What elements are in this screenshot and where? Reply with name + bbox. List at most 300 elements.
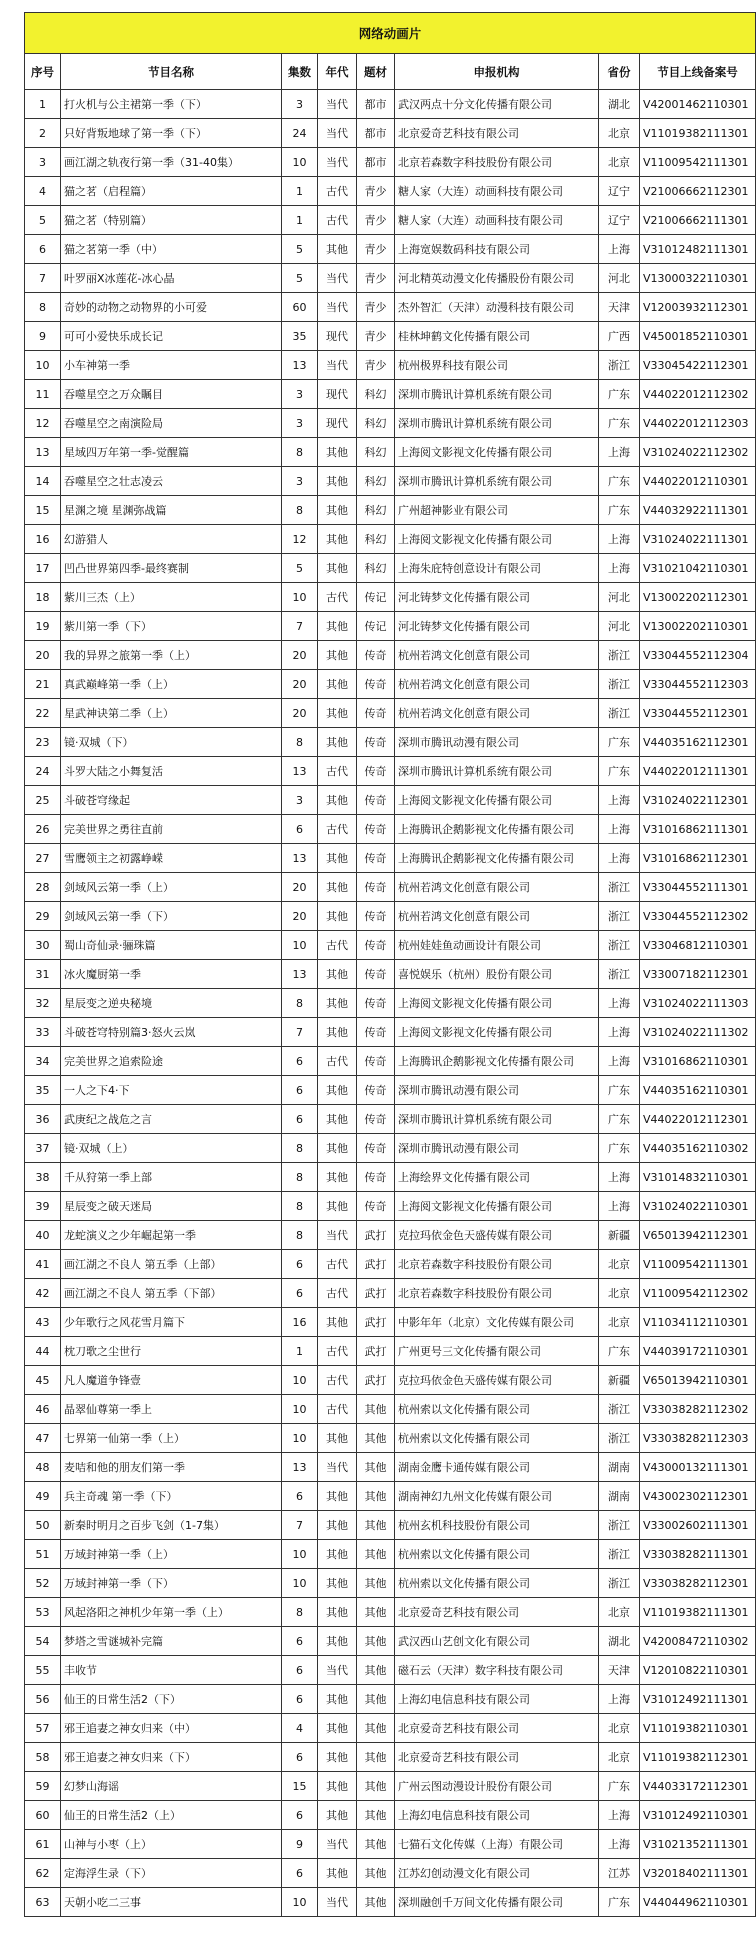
cell-program-name: 枕刀歌之尘世行 [61,1337,282,1366]
cell-organization: 杭州若鸿文化创意有限公司 [395,902,599,931]
cell-province: 新疆 [599,1221,640,1250]
header-program-name: 节目名称 [61,54,282,90]
table-row [25,670,756,699]
cell-era: 其他 [318,989,357,1018]
cell-program-name: 仙王的日常生活2（上） [61,1801,282,1830]
cell-province: 北京 [599,1598,640,1627]
table-row [25,1598,756,1627]
cell-record-number: V43002302112301 [640,1482,756,1511]
cell-episodes: 10 [282,583,318,612]
cell-era: 当代 [318,293,357,322]
header-province: 省份 [599,54,640,90]
table-row [25,1395,756,1424]
cell-province: 广东 [599,728,640,757]
cell-episodes: 7 [282,1018,318,1047]
cell-program-name: 镜·双城（上） [61,1134,282,1163]
cell-record-number: V42008472110302 [640,1627,756,1656]
cell-index: 3 [25,148,61,177]
cell-episodes: 6 [282,1685,318,1714]
cell-index: 13 [25,438,61,467]
cell-episodes: 20 [282,902,318,931]
cell-organization: 北京爱奇艺科技有限公司 [395,1598,599,1627]
cell-province: 广东 [599,1772,640,1801]
table-title-row [25,13,756,54]
table-row [25,1308,756,1337]
cell-genre: 传奇 [357,989,395,1018]
cell-genre: 都市 [357,90,395,119]
cell-index: 35 [25,1076,61,1105]
cell-program-name: 星域四万年第一季-觉醒篇 [61,438,282,467]
cell-episodes: 6 [282,1743,318,1772]
table-row [25,351,756,380]
cell-era: 其他 [318,641,357,670]
table-row [25,119,756,148]
cell-genre: 其他 [357,1801,395,1830]
cell-genre: 科幻 [357,554,395,583]
cell-organization: 杭州若鸿文化创意有限公司 [395,699,599,728]
cell-index: 62 [25,1859,61,1888]
cell-province: 上海 [599,1018,640,1047]
cell-organization: 上海幻电信息科技有限公司 [395,1685,599,1714]
cell-era: 其他 [318,902,357,931]
cell-program-name: 奇妙的动物之动物界的小可爱 [61,293,282,322]
cell-organization: 克拉玛依金色天盛传媒有限公司 [395,1366,599,1395]
cell-program-name: 斗破苍穹缘起 [61,786,282,815]
cell-index: 17 [25,554,61,583]
cell-record-number: V33046812110301 [640,931,756,960]
table-row [25,235,756,264]
cell-program-name: 冰火魔厨第一季 [61,960,282,989]
cell-index: 41 [25,1250,61,1279]
cell-genre: 青少 [357,264,395,293]
cell-program-name: 麦咭和他的朋友们第一季 [61,1453,282,1482]
cell-program-name: 新秦时明月之百步飞剑（1-7集） [61,1511,282,1540]
table-row [25,496,756,525]
cell-era: 其他 [318,1482,357,1511]
cell-genre: 传奇 [357,873,395,902]
cell-genre: 传奇 [357,641,395,670]
cell-index: 54 [25,1627,61,1656]
cell-organization: 杭州玄机科技股份有限公司 [395,1511,599,1540]
cell-era: 其他 [318,525,357,554]
cell-record-number: V44033172112301 [640,1772,756,1801]
cell-record-number: V33044552112301 [640,699,756,728]
cell-genre: 传奇 [357,1105,395,1134]
cell-organization: 广州云图动漫设计股份有限公司 [395,1772,599,1801]
cell-index: 49 [25,1482,61,1511]
cell-episodes: 8 [282,1163,318,1192]
cell-record-number: V44035162112301 [640,728,756,757]
cell-index: 26 [25,815,61,844]
cell-episodes: 13 [282,844,318,873]
cell-program-name: 星武神诀第二季（上） [61,699,282,728]
cell-record-number: V44044962110301 [640,1888,756,1917]
cell-organization: 杭州极界科技有限公司 [395,351,599,380]
cell-program-name: 剑域风云第一季（上） [61,873,282,902]
cell-episodes: 20 [282,873,318,902]
cell-episodes: 8 [282,989,318,1018]
cell-episodes: 6 [282,1250,318,1279]
cell-genre: 传记 [357,583,395,612]
cell-genre: 传奇 [357,1134,395,1163]
cell-organization: 广州更号三文化传播有限公司 [395,1337,599,1366]
cell-organization: 广州超神影业有限公司 [395,496,599,525]
table-row [25,1337,756,1366]
cell-program-name: 可可小爱快乐成长记 [61,322,282,351]
cell-era: 当代 [318,1888,357,1917]
cell-index: 56 [25,1685,61,1714]
cell-program-name: 星渊之境 星渊弥战篇 [61,496,282,525]
cell-province: 北京 [599,1308,640,1337]
cell-episodes: 8 [282,438,318,467]
cell-record-number: V33007182112301 [640,960,756,989]
cell-genre: 其他 [357,1511,395,1540]
cell-episodes: 8 [282,496,318,525]
cell-program-name: 万域封神第一季（上） [61,1540,282,1569]
cell-province: 上海 [599,235,640,264]
cell-province: 江苏 [599,1859,640,1888]
cell-province: 浙江 [599,1511,640,1540]
cell-genre: 其他 [357,1888,395,1917]
table-row [25,90,756,119]
table-row [25,989,756,1018]
cell-organization: 北京爱奇艺科技有限公司 [395,1714,599,1743]
cell-era: 当代 [318,1830,357,1859]
cell-organization: 上海阅文影视文化传播有限公司 [395,1018,599,1047]
cell-index: 48 [25,1453,61,1482]
cell-genre: 武打 [357,1366,395,1395]
cell-program-name: 星辰变之破天迷局 [61,1192,282,1221]
cell-province: 广东 [599,1134,640,1163]
cell-province: 广东 [599,1105,640,1134]
cell-record-number: V31014832110301 [640,1163,756,1192]
cell-province: 上海 [599,1801,640,1830]
cell-genre: 武打 [357,1250,395,1279]
cell-genre: 武打 [357,1337,395,1366]
cell-genre: 武打 [357,1221,395,1250]
cell-episodes: 13 [282,757,318,786]
cell-episodes: 10 [282,931,318,960]
cell-program-name: 只好背叛地球了第一季（下） [61,119,282,148]
cell-index: 8 [25,293,61,322]
cell-record-number: V33045422112301 [640,351,756,380]
cell-episodes: 10 [282,1888,318,1917]
cell-era: 古代 [318,1366,357,1395]
cell-province: 广东 [599,1888,640,1917]
cell-organization: 七猫石文化传媒（上海）有限公司 [395,1830,599,1859]
cell-program-name: 蜀山奇仙录·骊珠篇 [61,931,282,960]
cell-era: 古代 [318,1047,357,1076]
cell-era: 其他 [318,1105,357,1134]
cell-genre: 传奇 [357,728,395,757]
cell-program-name: 星辰变之逆央秘境 [61,989,282,1018]
cell-program-name: 一人之下4·下 [61,1076,282,1105]
table-row [25,1656,756,1685]
cell-index: 34 [25,1047,61,1076]
cell-episodes: 8 [282,1134,318,1163]
table-row [25,380,756,409]
cell-record-number: V11019382111301 [640,1598,756,1627]
cell-program-name: 猫之茗第一季（中） [61,235,282,264]
cell-era: 其他 [318,1540,357,1569]
cell-program-name: 斗破苍穹特别篇3·怒火云岚 [61,1018,282,1047]
cell-organization: 深圳市腾讯计算机系统有限公司 [395,757,599,786]
cell-index: 50 [25,1511,61,1540]
cell-program-name: 剑域风云第一季（下） [61,902,282,931]
cell-record-number: V21006662111301 [640,206,756,235]
cell-program-name: 万域封神第一季（下） [61,1569,282,1598]
cell-program-name: 仙王的日常生活2（下） [61,1685,282,1714]
cell-organization: 北京若森数字科技股份有限公司 [395,1250,599,1279]
cell-era: 其他 [318,844,357,873]
cell-index: 30 [25,931,61,960]
cell-organization: 克拉玛依金色天盛传媒有限公司 [395,1221,599,1250]
cell-era: 古代 [318,815,357,844]
cell-program-name: 猫之茗（特别篇） [61,206,282,235]
cell-record-number: V65013942110301 [640,1366,756,1395]
cell-episodes: 3 [282,409,318,438]
table-body [25,90,756,1917]
cell-program-name: 我的异界之旅第一季（上） [61,641,282,670]
table-row [25,873,756,902]
cell-era: 古代 [318,1279,357,1308]
cell-province: 上海 [599,1685,640,1714]
table-row [25,206,756,235]
cell-index: 5 [25,206,61,235]
cell-province: 天津 [599,293,640,322]
cell-organization: 杭州若鸿文化创意有限公司 [395,873,599,902]
cell-era: 其他 [318,1192,357,1221]
cell-province: 北京 [599,1279,640,1308]
cell-episodes: 24 [282,119,318,148]
cell-genre: 都市 [357,148,395,177]
cell-era: 其他 [318,1859,357,1888]
cell-province: 湖南 [599,1482,640,1511]
cell-program-name: 幻梦山海谣 [61,1772,282,1801]
cell-episodes: 10 [282,1540,318,1569]
cell-era: 其他 [318,1801,357,1830]
table-row [25,177,756,206]
cell-index: 52 [25,1569,61,1598]
cell-record-number: V11019382110301 [640,1714,756,1743]
cell-index: 36 [25,1105,61,1134]
cell-index: 24 [25,757,61,786]
header-organization: 申报机构 [395,54,599,90]
table-row [25,1163,756,1192]
table-row [25,931,756,960]
table-row [25,1192,756,1221]
cell-program-name: 小车神第一季 [61,351,282,380]
cell-organization: 糖人家（大连）动画科技有限公司 [395,177,599,206]
cell-era: 其他 [318,1743,357,1772]
table-row [25,1511,756,1540]
cell-era: 古代 [318,1250,357,1279]
cell-program-name: 凹凸世界第四季-最终赛制 [61,554,282,583]
table-row [25,728,756,757]
cell-index: 11 [25,380,61,409]
cell-episodes: 10 [282,1424,318,1453]
cell-province: 湖北 [599,1627,640,1656]
cell-index: 31 [25,960,61,989]
table-row [25,467,756,496]
cell-index: 2 [25,119,61,148]
cell-episodes: 6 [282,1047,318,1076]
header-era: 年代 [318,54,357,90]
cell-genre: 青少 [357,206,395,235]
cell-record-number: V33002602111301 [640,1511,756,1540]
cell-record-number: V31012492110301 [640,1801,756,1830]
cell-organization: 磁石云（天津）数字科技有限公司 [395,1656,599,1685]
cell-program-name: 猫之茗（启程篇） [61,177,282,206]
cell-program-name: 丰收节 [61,1656,282,1685]
cell-province: 浙江 [599,699,640,728]
cell-organization: 杭州娃娃鱼动画设计有限公司 [395,931,599,960]
cell-genre: 其他 [357,1569,395,1598]
cell-genre: 武打 [357,1308,395,1337]
table-row [25,264,756,293]
cell-province: 广东 [599,757,640,786]
cell-era: 当代 [318,148,357,177]
cell-episodes: 6 [282,1076,318,1105]
cell-province: 河北 [599,612,640,641]
cell-genre: 其他 [357,1540,395,1569]
cell-era: 其他 [318,1627,357,1656]
table-row [25,583,756,612]
table-row [25,1424,756,1453]
cell-index: 42 [25,1279,61,1308]
cell-record-number: V11009542112302 [640,1279,756,1308]
cell-record-number: V21006662112301 [640,177,756,206]
table-row [25,1453,756,1482]
table-row [25,641,756,670]
cell-index: 59 [25,1772,61,1801]
cell-province: 浙江 [599,1395,640,1424]
cell-province: 广东 [599,496,640,525]
cell-index: 21 [25,670,61,699]
cell-organization: 湖南神幻九州文化传媒有限公司 [395,1482,599,1511]
cell-province: 北京 [599,148,640,177]
cell-episodes: 60 [282,293,318,322]
cell-genre: 科幻 [357,380,395,409]
cell-organization: 杰外智汇（天津）动漫科技有限公司 [395,293,599,322]
cell-record-number: V31024022111301 [640,525,756,554]
cell-organization: 江苏幻创动漫文化有限公司 [395,1859,599,1888]
cell-era: 古代 [318,1337,357,1366]
cell-program-name: 天朝小吃二三事 [61,1888,282,1917]
table-row [25,1366,756,1395]
cell-index: 46 [25,1395,61,1424]
cell-province: 河北 [599,583,640,612]
cell-era: 当代 [318,1656,357,1685]
cell-genre: 都市 [357,119,395,148]
cell-record-number: V31024022111302 [640,1018,756,1047]
cell-genre: 传奇 [357,931,395,960]
cell-organization: 上海阅文影视文化传播有限公司 [395,989,599,1018]
cell-organization: 深圳市腾讯动漫有限公司 [395,728,599,757]
cell-organization: 杭州索以文化传播有限公司 [395,1540,599,1569]
cell-organization: 北京若森数字科技股份有限公司 [395,148,599,177]
cell-province: 浙江 [599,960,640,989]
cell-era: 其他 [318,1714,357,1743]
cell-program-name: 吞噬星空之南演险局 [61,409,282,438]
cell-program-name: 龙蛇演义之少年崛起第一季 [61,1221,282,1250]
cell-province: 新疆 [599,1366,640,1395]
cell-organization: 糖人家（大连）动画科技有限公司 [395,206,599,235]
cell-genre: 青少 [357,351,395,380]
cell-index: 16 [25,525,61,554]
cell-index: 39 [25,1192,61,1221]
cell-genre: 其他 [357,1743,395,1772]
cell-episodes: 9 [282,1830,318,1859]
cell-genre: 其他 [357,1859,395,1888]
cell-organization: 深圳市腾讯计算机系统有限公司 [395,380,599,409]
cell-record-number: V33038282112301 [640,1569,756,1598]
cell-era: 其他 [318,786,357,815]
cell-episodes: 8 [282,1598,318,1627]
cell-index: 9 [25,322,61,351]
cell-index: 23 [25,728,61,757]
cell-program-name: 紫川第一季（下） [61,612,282,641]
table-row [25,1830,756,1859]
cell-episodes: 6 [282,1627,318,1656]
cell-record-number: V44022012110301 [640,467,756,496]
cell-record-number: V31024022110301 [640,1192,756,1221]
cell-province: 上海 [599,815,640,844]
cell-genre: 科幻 [357,438,395,467]
cell-province: 北京 [599,1250,640,1279]
cell-episodes: 6 [282,1482,318,1511]
cell-genre: 科幻 [357,467,395,496]
cell-era: 其他 [318,235,357,264]
cell-province: 广东 [599,467,640,496]
cell-episodes: 5 [282,264,318,293]
cell-genre: 传奇 [357,815,395,844]
cell-era: 其他 [318,1424,357,1453]
cell-program-name: 晶翠仙尊第一季上 [61,1395,282,1424]
table-row [25,815,756,844]
table-row [25,1859,756,1888]
cell-episodes: 10 [282,1366,318,1395]
cell-record-number: V33044552112303 [640,670,756,699]
cell-episodes: 13 [282,351,318,380]
cell-organization: 上海阅文影视文化传播有限公司 [395,438,599,467]
cell-episodes: 4 [282,1714,318,1743]
cell-organization: 上海宽娱数码科技有限公司 [395,235,599,264]
cell-program-name: 镜·双城（下） [61,728,282,757]
cell-program-name: 定海浮生录（下） [61,1859,282,1888]
cell-index: 19 [25,612,61,641]
cell-era: 古代 [318,1395,357,1424]
cell-genre: 传奇 [357,960,395,989]
header-index: 序号 [25,54,61,90]
table-row [25,1279,756,1308]
cell-genre: 其他 [357,1482,395,1511]
cell-province: 辽宁 [599,206,640,235]
cell-province: 上海 [599,786,640,815]
cell-program-name: 吞噬星空之万众瞩目 [61,380,282,409]
cell-record-number: V33038282112302 [640,1395,756,1424]
cell-record-number: V44022012112301 [640,1105,756,1134]
cell-record-number: V42001462110301 [640,90,756,119]
cell-record-number: V44022012111301 [640,757,756,786]
cell-index: 22 [25,699,61,728]
cell-index: 12 [25,409,61,438]
cell-program-name: 紫川三杰（上） [61,583,282,612]
cell-era: 现代 [318,322,357,351]
table-row [25,699,756,728]
cell-program-name: 邪王追妻之神女归来（下） [61,1743,282,1772]
cell-organization: 上海腾讯企鹅影视文化传播有限公司 [395,815,599,844]
